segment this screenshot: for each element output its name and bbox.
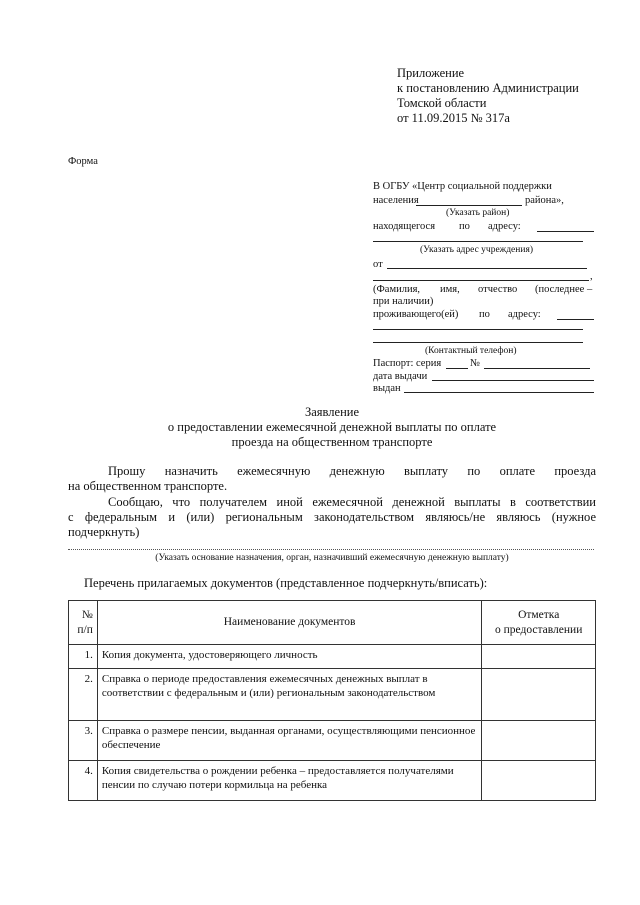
hint-phone: (Контактный телефон): [425, 346, 517, 356]
phone-field[interactable]: [373, 342, 583, 343]
title-line-1: Заявление: [304, 405, 359, 419]
header-name: Наименование документов: [97, 601, 482, 645]
located-a: находящегося: [373, 221, 436, 232]
row-text: Справка о периоде предоставления ежемесячных денежных выплат в соответствии с федеральным и (или) региональным законодательством: [97, 669, 482, 721]
title-line-2: о предоставлении ежемесячной денежной выплаты по оплате: [167, 420, 497, 434]
residing-a: проживающего(ей): [373, 309, 459, 320]
para2-line-1: Сообщаю, что получателем иной ежемесячной денежной выплаты в соответствии: [108, 495, 596, 509]
row-mark[interactable]: [482, 761, 596, 801]
row-mark[interactable]: [482, 721, 596, 761]
documents-table: [68, 600, 596, 801]
comma: ,: [590, 271, 593, 282]
table-header-row: [69, 601, 596, 645]
table-row: [69, 761, 596, 801]
basis-field[interactable]: [68, 549, 594, 550]
title-line-3: проезда на общественном транспорте: [231, 435, 433, 449]
fio-d: (последнее –: [535, 284, 593, 295]
residing-b: по: [479, 309, 490, 320]
row-num: 1.: [69, 645, 98, 669]
located-b: по: [459, 221, 470, 232]
passport-no-label: №: [470, 358, 481, 369]
para1-line-2: на общественном транспорте.: [68, 479, 228, 493]
hint-basis: (Указать основание назначения, орган, назначивший ежемесячную денежную выплату): [155, 553, 509, 563]
para2-line-2: с федеральным и (или) региональным законодательством являюсь/не являюсь (нужное: [68, 510, 596, 524]
header-mark-line-1: Отметка: [518, 608, 560, 621]
institution-address-field-1[interactable]: [537, 231, 594, 232]
row-num: 2.: [69, 669, 98, 721]
fio-a: (Фамилия,: [373, 284, 421, 295]
passport-label: Паспорт: серия: [373, 358, 442, 369]
header-mark: [482, 601, 596, 645]
residing-c: адресу:: [508, 309, 541, 320]
appendix-line-3: Томской области: [397, 96, 487, 110]
residence-field-2[interactable]: [373, 329, 583, 330]
issue-date-label: дата выдачи: [373, 371, 428, 382]
to-line-2-a: населения: [373, 195, 419, 206]
header-num: [69, 601, 98, 645]
issue-date-field[interactable]: [432, 380, 594, 381]
district-field[interactable]: [416, 205, 522, 206]
institution-address-field-2[interactable]: [373, 241, 583, 242]
header-mark-line-2: о предоставлении: [495, 623, 583, 636]
row-text: Справка о размере пенсии, выданная органами, осуществляющими пенсионное обеспечение: [97, 721, 482, 761]
hint-district: (Указать район): [446, 208, 510, 218]
para2-line-3: подчеркнуть): [68, 525, 140, 539]
to-line-2-b: района»,: [525, 195, 564, 206]
header-num-line-1: №: [81, 608, 93, 621]
from-label: от: [373, 259, 383, 270]
table-row: [69, 721, 596, 761]
row-num: 3.: [69, 721, 98, 761]
to-line-1: В ОГБУ «Центр социальной поддержки: [373, 181, 552, 192]
table-row: [69, 645, 596, 669]
table-row: [69, 669, 596, 721]
residence-field-1[interactable]: [557, 319, 594, 320]
appendix-line-4: от 11.09.2015 № 317а: [397, 111, 510, 125]
issued-by-field[interactable]: [404, 392, 594, 393]
row-mark[interactable]: [482, 669, 596, 721]
fio-line-2: при наличии): [373, 296, 434, 307]
name-field-1[interactable]: [387, 268, 587, 269]
located-c: адресу:: [488, 221, 521, 232]
row-text: Копия свидетельства о рождении ребенка – предоставляется получателями пенсии по случаю потери кормильца на ребенка: [97, 761, 482, 801]
list-intro: Перечень прилагаемых документов (представленное подчеркнуть/вписать):: [84, 576, 488, 590]
header-num-line-2: п/п: [77, 623, 93, 636]
fio-b: имя,: [440, 284, 460, 295]
row-num: 4.: [69, 761, 98, 801]
para1-line-1: Прошу назначить ежемесячную денежную выплату по оплате проезда: [108, 464, 596, 478]
issued-by-label: выдан: [373, 383, 401, 394]
passport-number-field[interactable]: [484, 368, 590, 369]
passport-series-field[interactable]: [446, 368, 468, 369]
row-mark[interactable]: [482, 645, 596, 669]
fio-c: отчество: [478, 284, 518, 295]
appendix-line-2: к постановлению Администрации: [397, 81, 579, 95]
appendix-line-1: Приложение: [397, 66, 465, 80]
row-text: Копия документа, удостоверяющего личность: [97, 645, 482, 669]
form-label: Форма: [68, 156, 98, 167]
name-field-2[interactable]: [373, 280, 589, 281]
hint-address: (Указать адрес учреждения): [420, 245, 533, 255]
